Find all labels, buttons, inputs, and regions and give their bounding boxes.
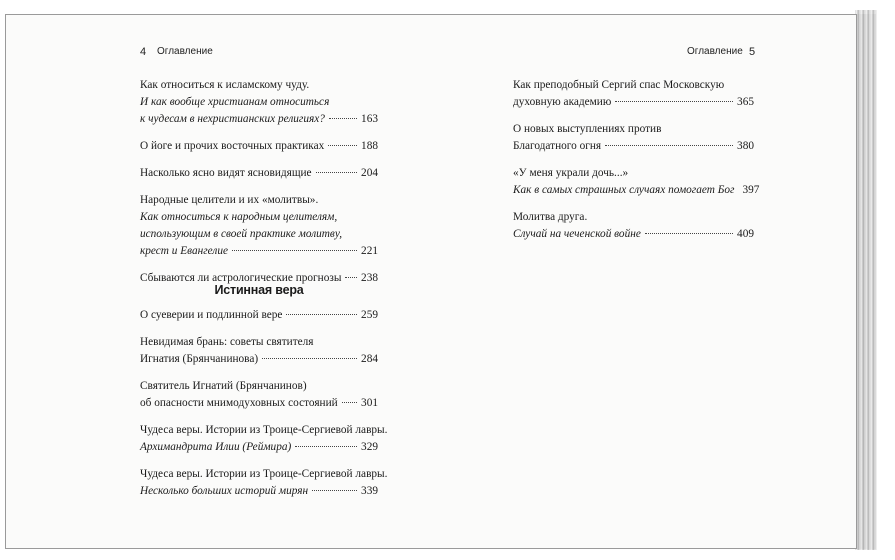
dot-leader — [345, 277, 357, 278]
toc-line — [140, 165, 378, 182]
toc-line — [513, 121, 754, 138]
toc-entry[interactable] — [140, 94, 378, 128]
toc-entry[interactable] — [513, 77, 754, 111]
toc-text: Как относиться к народным целителям, — [140, 211, 338, 223]
dot-leader — [312, 490, 357, 491]
toc-text: Как преподобный Сергий спас Московскую — [513, 79, 725, 91]
toc-text: Случай на чеченской войне — [513, 228, 641, 240]
toc-page-number: 163 — [361, 113, 378, 125]
dot-leader — [328, 145, 357, 146]
toc-page-number: 409 — [737, 228, 754, 240]
toc-line — [513, 165, 754, 182]
toc-text: Народные целители и их «молитвы». — [140, 194, 319, 206]
toc-text: использующим в своей практике молитву, — [140, 228, 343, 240]
left-running-title: Оглавление — [157, 46, 213, 57]
toc-line — [140, 351, 378, 368]
toc-text: Чудеса веры. Истории из Троице-Сергиевой лавры. — [140, 424, 388, 436]
toc-line — [513, 77, 754, 94]
toc-entry[interactable] — [140, 165, 378, 182]
dot-leader — [232, 250, 357, 251]
toc-entry[interactable] — [140, 466, 388, 483]
toc-text: Как в самых страшных случаях помогает Бог — [513, 184, 735, 196]
toc-page-number: 204 — [361, 167, 378, 179]
toc-page-number: 329 — [361, 441, 378, 453]
toc-line — [140, 243, 378, 260]
toc-entry[interactable] — [140, 138, 378, 155]
toc-line — [140, 439, 378, 456]
toc-entry[interactable] — [513, 226, 754, 243]
toc-text: Несколько больших историй мирян — [140, 485, 309, 497]
page-edges — [855, 10, 877, 550]
toc-line — [140, 226, 378, 243]
toc-entry[interactable] — [140, 439, 378, 456]
toc-line — [140, 378, 378, 395]
dot-leader — [605, 145, 733, 146]
toc-entry[interactable] — [513, 121, 754, 155]
toc-entry[interactable] — [140, 77, 378, 94]
toc-text: Сбываются ли астрологические прогнозы — [140, 272, 342, 284]
toc-text: И как вообще христианам относиться — [140, 96, 330, 108]
toc-text: духовную академию — [513, 96, 612, 108]
toc-text: Благодатного огня — [513, 140, 602, 152]
toc-entry[interactable] — [140, 378, 378, 412]
toc-page-number: 365 — [737, 96, 754, 108]
dot-leader — [342, 402, 357, 403]
toc-entry[interactable] — [513, 182, 760, 199]
toc-text: «У меня украли дочь...» — [513, 167, 629, 179]
dot-leader — [262, 358, 357, 359]
dot-leader — [615, 101, 733, 102]
right-page-number: 5 — [749, 46, 756, 58]
toc-entry[interactable] — [140, 334, 378, 368]
toc-page-number: 301 — [361, 397, 378, 409]
toc-entry[interactable] — [140, 192, 378, 260]
toc-left-bottom — [140, 307, 388, 510]
toc-text: Игнатия (Брянчанинова) — [140, 353, 259, 365]
toc-page-number: 259 — [361, 309, 378, 321]
toc-line — [140, 111, 378, 128]
toc-text: Как относиться к исламскому чуду. — [140, 79, 310, 91]
toc-text: О новых выступлениях против — [513, 123, 662, 135]
toc-line — [140, 483, 378, 500]
toc-text: Насколько ясно видят ясновидящие — [140, 167, 312, 179]
left-page-number: 4 — [140, 46, 147, 58]
toc-page-number: 380 — [737, 140, 754, 152]
dot-leader — [329, 118, 357, 119]
toc-right — [513, 77, 760, 253]
dot-leader — [286, 314, 357, 315]
toc-text: Чудеса веры. Истории из Троице-Сергиевой лавры. — [140, 468, 388, 480]
toc-line — [513, 182, 760, 199]
toc-line — [140, 77, 378, 94]
toc-line — [140, 209, 378, 226]
toc-text: Святитель Игнатий (Брянчанинов) — [140, 380, 307, 392]
right-running-title: Оглавление — [687, 46, 743, 57]
toc-text: об опасности мнимодуховных состояний — [140, 397, 338, 409]
toc-line — [140, 334, 378, 351]
toc-text: к чудесам в нехристианских религиях? — [140, 113, 325, 125]
toc-page-number: 238 — [361, 272, 378, 284]
toc-line — [140, 192, 378, 209]
toc-line — [513, 138, 754, 155]
toc-line — [513, 209, 754, 226]
dot-leader — [316, 172, 357, 173]
toc-page-number: 221 — [361, 245, 378, 257]
toc-text: О суеверии и подлинной вере — [140, 309, 283, 321]
toc-text: Молитва друга. — [513, 211, 588, 223]
toc-entry[interactable] — [513, 165, 754, 182]
toc-page-number: 339 — [361, 485, 378, 497]
toc-text: крест и Евангелие — [140, 245, 228, 257]
toc-line — [140, 422, 388, 439]
toc-line — [140, 94, 378, 111]
toc-page-number: 188 — [361, 140, 378, 152]
dot-leader — [645, 233, 733, 234]
toc-text: О йоге и прочих восточных практиках — [140, 140, 325, 152]
toc-page-number: 284 — [361, 353, 378, 365]
toc-line — [513, 226, 754, 243]
toc-entry[interactable] — [140, 307, 378, 324]
toc-text: Архимандрита Илии (Реймира) — [140, 441, 292, 453]
toc-entry[interactable] — [513, 209, 754, 226]
section-title: Истинная вера — [214, 283, 304, 297]
toc-line — [140, 307, 378, 324]
dot-leader — [295, 446, 357, 447]
toc-left-top — [140, 77, 378, 297]
toc-entry[interactable] — [140, 422, 388, 439]
toc-text: Невидимая брань: советы святителя — [140, 336, 314, 348]
toc-line — [140, 138, 378, 155]
toc-page-number: 397 — [742, 184, 760, 196]
toc-line — [140, 466, 388, 483]
toc-line — [513, 94, 754, 111]
toc-line — [140, 395, 378, 412]
toc-entry[interactable] — [140, 483, 378, 500]
